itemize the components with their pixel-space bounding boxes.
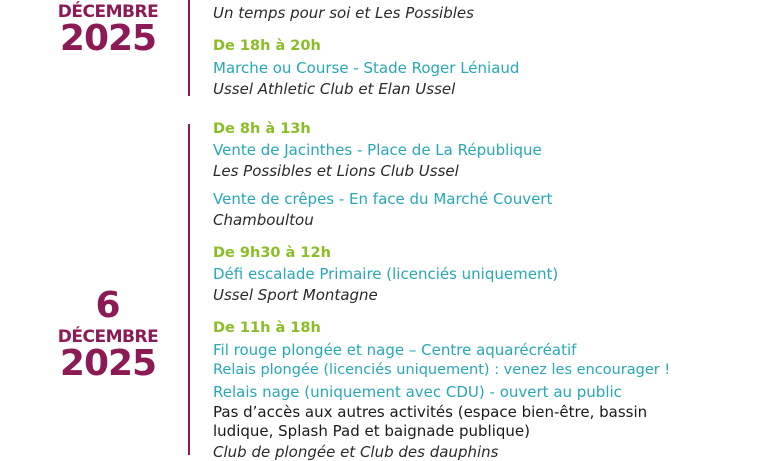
- event-title: Fil rouge plongée et nage – Centre aquarécréatif: [213, 341, 577, 359]
- event-title: Relais plongée (licenciés uniquement) : venez les encourager !: [213, 362, 671, 378]
- time-slot: De 9h30 à 12h: [213, 245, 331, 261]
- event-title: Vente de Jacinthes - Place de La République: [213, 141, 542, 159]
- date-month-1: DÉCEMBRE: [57, 2, 159, 22]
- event-title: Défi escalade Primaire (licenciés uniquement): [213, 265, 559, 283]
- date-year-1: 2025: [59, 18, 157, 59]
- note-text: ludique, Splash Pad et baignade publique): [213, 422, 530, 440]
- org-text: Ussel Sport Montagne: [213, 286, 378, 304]
- event-title: Vente de crêpes - En face du Marché Couvert: [213, 190, 553, 208]
- divider-line-1: [188, 0, 190, 96]
- date-year-2: 2025: [59, 343, 157, 384]
- event-title: Relais nage (uniquement avec CDU) - ouvert au public: [213, 383, 622, 401]
- event-title: Marche ou Course - Stade Roger Léniaud: [213, 59, 520, 77]
- note-text: Pas d’accès aux autres activités (espace bien-être, bassin: [213, 403, 648, 421]
- org-text: Les Possibles et Lions Club Ussel: [213, 162, 459, 180]
- org-text: Ussel Athletic Club et Elan Ussel: [213, 80, 456, 98]
- org-text: Un temps pour soi et Les Possibles: [213, 4, 474, 22]
- date-month-2: DÉCEMBRE: [57, 327, 159, 347]
- date-day-2: 6: [95, 285, 121, 326]
- divider-line-2: [188, 124, 190, 455]
- time-slot: De 8h à 13h: [213, 121, 311, 137]
- org-text: Chamboultou: [213, 211, 314, 229]
- org-text: Club de plongée et Club des dauphins: [213, 443, 499, 461]
- time-slot: De 11h à 18h: [213, 320, 321, 336]
- time-slot: De 18h à 20h: [213, 38, 321, 54]
